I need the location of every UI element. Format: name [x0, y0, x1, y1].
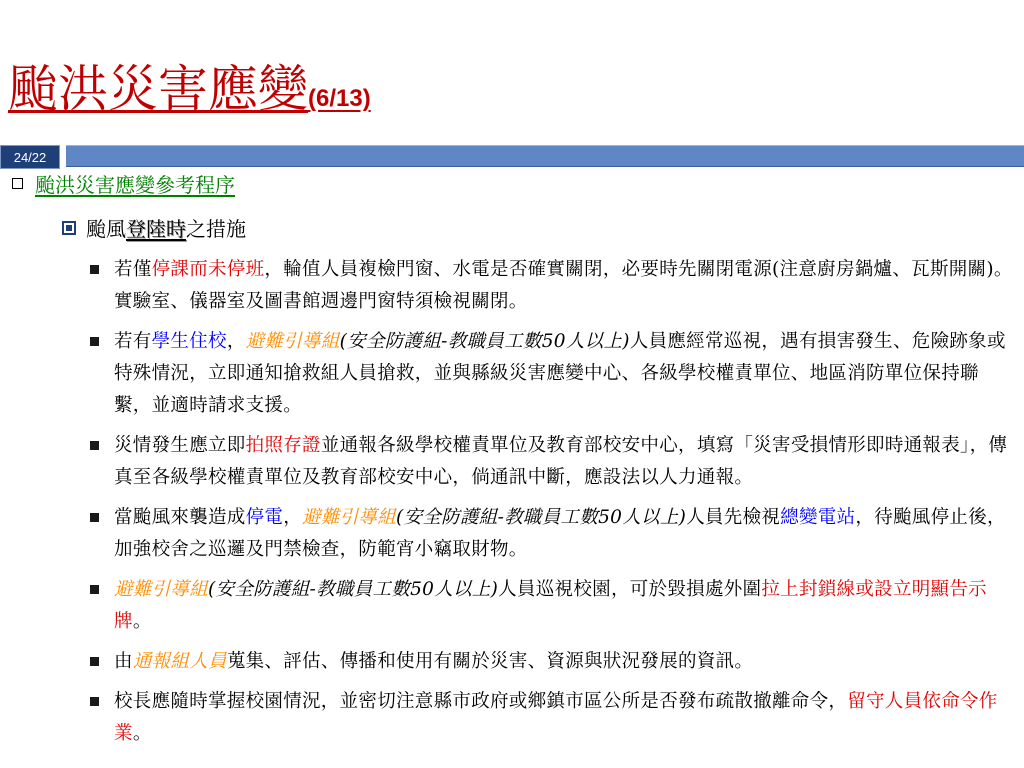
framed-square-bullet-icon [62, 221, 76, 235]
slide-title [8, 58, 371, 130]
subheading-highlight: 登陸時 [126, 217, 186, 241]
item-emphasis: 拉上封鎖線或設立明顯告示牌 [114, 579, 987, 632]
item-emphasis: 留守人員依命令作業 [114, 691, 998, 744]
item-text: ， [226, 331, 246, 352]
square-bullet-icon [90, 697, 99, 706]
item-emphasis: 避難引導組 [302, 507, 397, 528]
square-bullet-icon [90, 441, 99, 450]
slide-title-suffix: (6/13) [308, 85, 371, 112]
list-item [88, 686, 1016, 750]
item-text: (安全防護組-教職員工數50人以上) [339, 331, 630, 352]
item-text: 並通報各級學校權責單位及教育部校安中心，填寫「災害受損情形即時通報表」，傳真至各級學校權責單位及教育部校安中心，倘通訊中斷，應設法以人力通報。 [114, 435, 1008, 488]
section-heading-text: 颱洪災害應變參考程序 [35, 173, 235, 197]
item-text: 人員先檢視 [686, 507, 781, 528]
item-text: 。 [132, 723, 152, 744]
item-text: ， [283, 507, 303, 528]
list-item [88, 502, 1016, 566]
item-emphasis: 停課而未停班 [151, 259, 265, 280]
item-emphasis: 避難引導組 [114, 579, 209, 600]
list-item [88, 646, 1016, 678]
header-band [66, 145, 1024, 167]
item-emphasis: 停電 [245, 507, 284, 528]
measures-list [88, 254, 1016, 758]
square-bullet-icon [90, 513, 99, 522]
subheading-suffix: 之措施 [186, 217, 246, 241]
item-text: 當颱風來襲造成 [114, 507, 246, 528]
item-text: 校長應隨時掌握校園情況，並密切注意縣市政府或鄉鎮市區公所是否發布疏散撤離命令， [114, 691, 848, 712]
list-item [88, 574, 1016, 638]
square-bullet-icon [90, 657, 99, 666]
square-bullet-icon [90, 265, 99, 274]
item-text: 。 [132, 611, 152, 632]
slide-title-text: 颱洪災害應變 [8, 60, 308, 118]
subheading-prefix: 颱風 [86, 217, 126, 241]
hollow-square-bullet-icon [12, 178, 23, 189]
item-text: ，輪值人員複檢門窗、水電是否確實關閉，必要時先關閉電源(注意廚房鍋爐、瓦斯開關)。實驗室、儀器室及圖書館週邊門窗特須檢視關閉。 [114, 259, 1013, 312]
item-text: 蒐集、評估、傳播和使用有關於災害、資源與狀況發展的資訊。 [226, 651, 754, 672]
item-text: ，待颱風停止後，加強校舍之巡邏及門禁檢查，防範宵小竊取財物。 [114, 507, 1006, 560]
item-text: 人員巡視校園，可於毀損處外圍 [498, 579, 762, 600]
list-item [88, 430, 1016, 494]
item-text: (安全防護組-教職員工數50人以上) [208, 579, 499, 600]
item-emphasis: 避難引導組 [245, 331, 340, 352]
list-item [88, 326, 1016, 422]
square-bullet-icon [90, 337, 99, 346]
page-number-badge: 24/22 [0, 145, 60, 169]
item-text: 若有 [114, 331, 152, 352]
list-item [88, 254, 1016, 318]
section-heading [12, 170, 235, 200]
item-text: 人員應經常巡視，遇有損害發生、危險跡象或特殊情況，立即通知搶救組人員搶救，並與縣級災害應變中心、各級學校權責單位、地區消防單位保持聯繫，並適時請求支援。 [114, 331, 1006, 416]
item-text: 災情發生應立即 [114, 435, 246, 456]
item-emphasis: 通報組人員 [132, 651, 227, 672]
subheading [62, 214, 246, 244]
item-emphasis: 學生住校 [151, 331, 227, 352]
item-text: 若僅 [114, 259, 152, 280]
item-text: 由 [114, 651, 133, 672]
item-text: (安全防護組-教職員工數50人以上) [396, 507, 687, 528]
item-emphasis: 拍照存證 [245, 435, 321, 456]
square-bullet-icon [90, 585, 99, 594]
item-emphasis: 總變電站 [780, 507, 856, 528]
